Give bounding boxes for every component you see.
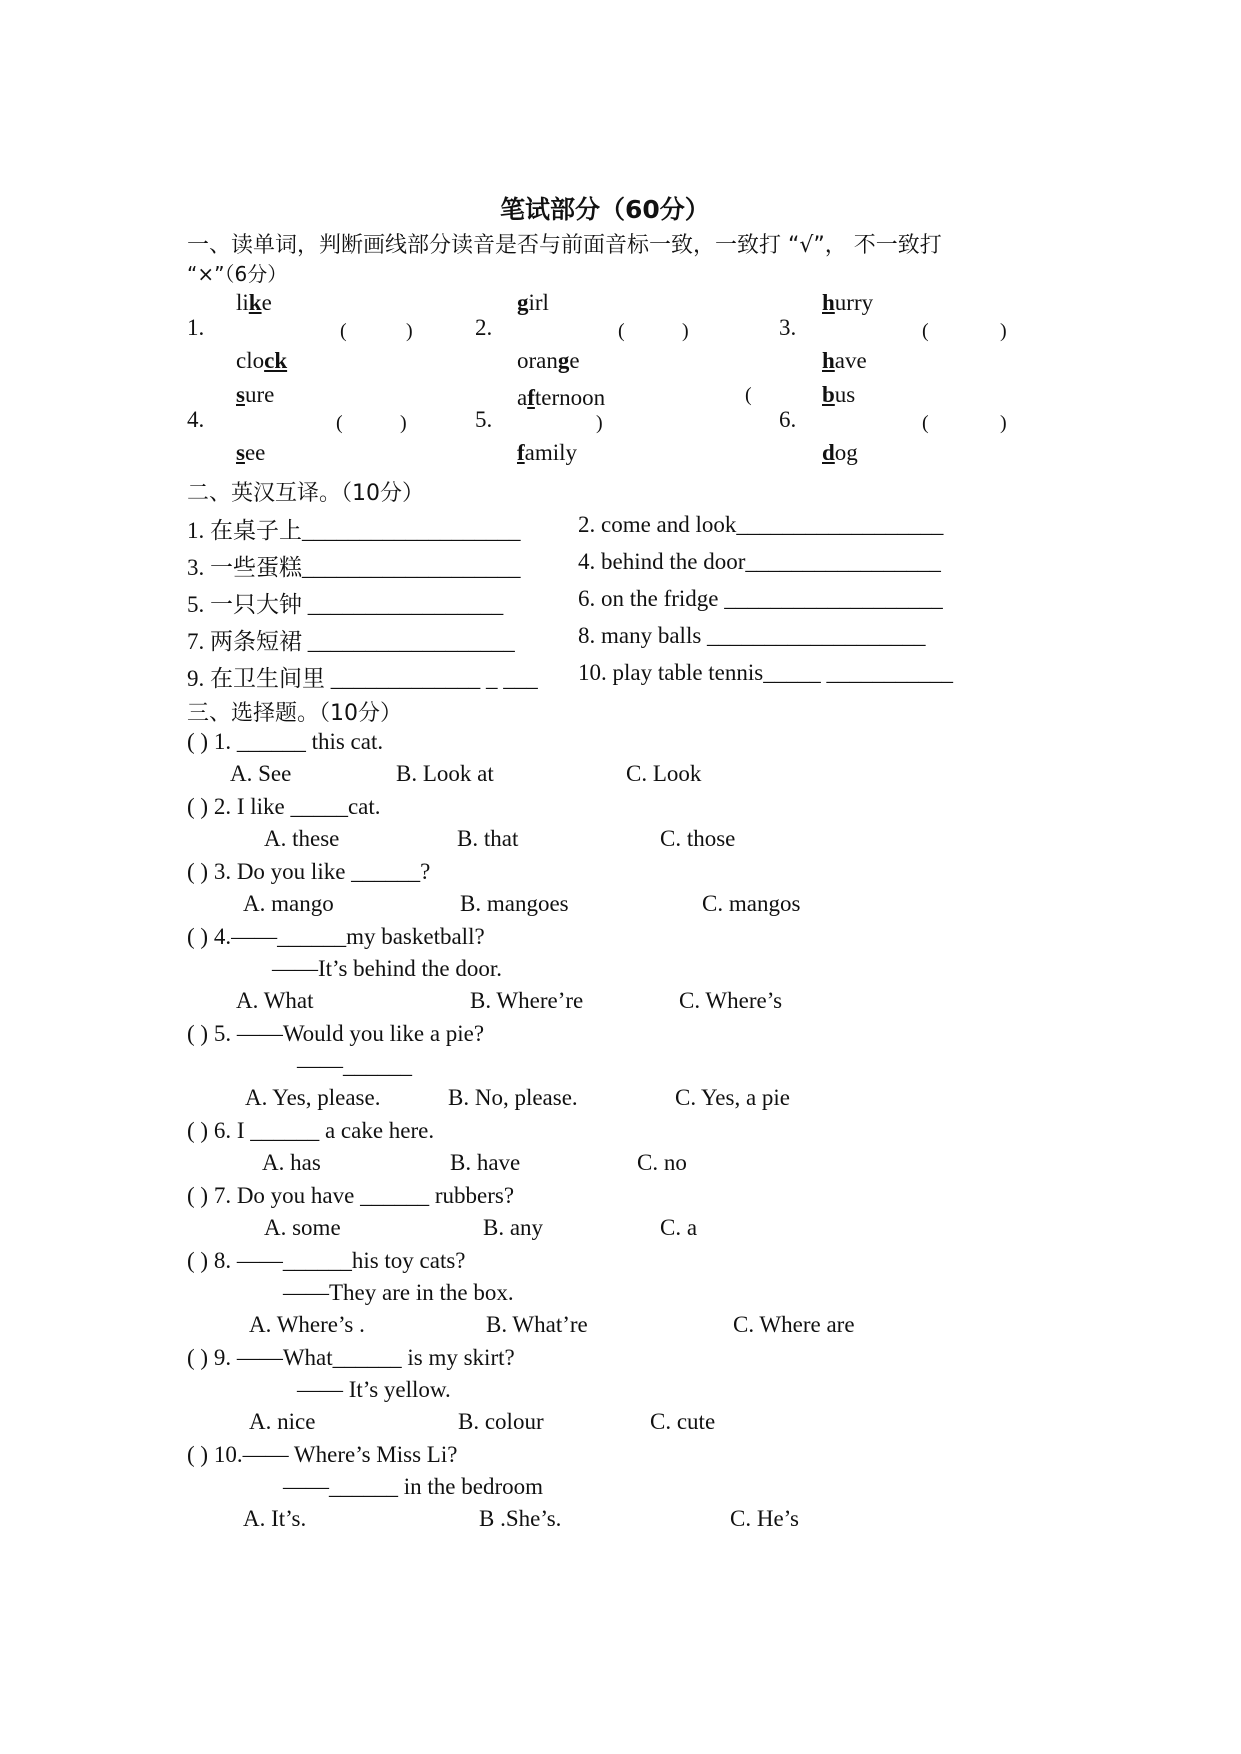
question-9[interactable]: ( ) 9. ——What______ is my skirt?	[187, 1345, 515, 1370]
option-a[interactable]: A. Yes, please.	[245, 1085, 381, 1110]
answer-paren-open[interactable]: (	[618, 320, 625, 342]
section1-heading-cont: “×”（6分）	[187, 262, 288, 286]
option-a[interactable]: A. mango	[243, 891, 334, 916]
section3-heading: 三、选择题。（10分）	[187, 701, 402, 726]
question-5-response: ——______	[297, 1053, 412, 1078]
answer-paren-close: )	[682, 320, 689, 342]
option-c[interactable]: C. mangos	[702, 891, 801, 916]
word-5b: family	[517, 440, 578, 465]
answer-paren-open[interactable]: (	[922, 412, 929, 434]
word-4a: sure	[236, 382, 275, 407]
question-10[interactable]: ( ) 10.—— Where’s Miss Li?	[187, 1442, 458, 1467]
option-c[interactable]: C. Where are	[733, 1312, 855, 1337]
translation-item[interactable]: 5. 一只大钟 _________________	[187, 592, 504, 617]
answer-paren-close: )	[400, 412, 407, 434]
translation-item[interactable]: 4. behind the door_________________	[578, 549, 941, 574]
option-c[interactable]: C. no	[637, 1150, 687, 1175]
word-1a: like	[236, 290, 272, 315]
question-6[interactable]: ( ) 6. I ______ a cake here.	[187, 1118, 435, 1143]
option-a[interactable]: A. It’s.	[243, 1506, 307, 1531]
answer-paren-open[interactable]: (	[340, 320, 347, 342]
word-3a: hurry	[822, 290, 874, 315]
word-1b: clock	[236, 348, 288, 373]
option-c[interactable]: C. Where’s	[679, 988, 783, 1013]
word-2b: orange	[517, 348, 580, 373]
item-number: 2.	[475, 315, 493, 340]
answer-paren-open[interactable]: (	[922, 320, 929, 342]
option-c[interactable]: C. cute	[650, 1409, 716, 1434]
question-1[interactable]: ( ) 1. ______ this cat.	[187, 729, 384, 754]
question-3[interactable]: ( ) 3. Do you like ______?	[187, 859, 431, 884]
question-2[interactable]: ( ) 2. I like _____cat.	[187, 794, 381, 819]
option-b[interactable]: B. What’re	[486, 1312, 588, 1337]
translation-item[interactable]: 6. on the fridge ___________________	[578, 586, 943, 611]
option-a[interactable]: A. Where’s .	[249, 1312, 365, 1337]
item-number: 6.	[779, 407, 797, 432]
option-b[interactable]: B. Look at	[396, 761, 494, 786]
option-a[interactable]: A. these	[264, 826, 340, 851]
translation-item[interactable]: 3. 一些蛋糕___________________	[187, 555, 521, 580]
translation-item[interactable]: 7. 两条短裙 __________________	[187, 629, 515, 654]
page-title: 笔试部分（60分）	[500, 195, 710, 224]
option-a[interactable]: A. See	[230, 761, 292, 786]
question-8[interactable]: ( ) 8. ——______his toy cats?	[187, 1248, 466, 1273]
translation-item[interactable]: 9. 在卫生间里 _____________ _ ___	[187, 666, 538, 691]
word-6a: bus	[822, 382, 856, 407]
option-b[interactable]: B .She’s.	[479, 1506, 562, 1531]
answer-paren-open[interactable]: (	[336, 412, 343, 434]
translation-item[interactable]: 8. many balls ___________________	[578, 623, 926, 648]
word-6b: dog	[822, 440, 858, 465]
option-a[interactable]: A. has	[262, 1150, 321, 1175]
translation-item[interactable]: 10. play table tennis_____ ___________	[578, 660, 953, 685]
option-b[interactable]: B. No, please.	[448, 1085, 578, 1110]
question-8-response: ——They are in the box.	[283, 1280, 514, 1305]
option-c[interactable]: C. Look	[626, 761, 702, 786]
option-c[interactable]: C. Yes, a pie	[675, 1085, 791, 1110]
answer-paren-close: )	[596, 412, 603, 434]
item-number: 1.	[187, 315, 205, 340]
option-b[interactable]: B. colour	[458, 1409, 544, 1434]
item-number: 3.	[779, 315, 797, 340]
question-4[interactable]: ( ) 4.——______my basketball?	[187, 924, 485, 949]
translation-item[interactable]: 2. come and look__________________	[578, 512, 944, 537]
option-b[interactable]: B. any	[483, 1215, 544, 1240]
section1-heading: 一、读单词，判断画线部分读音是否与前面音标一致，一致打 “√”， 不一致打	[187, 233, 942, 258]
word-5a: afternoon	[517, 385, 606, 410]
question-5[interactable]: ( ) 5. ——Would you like a pie?	[187, 1021, 485, 1046]
option-c[interactable]: C. a	[660, 1215, 698, 1240]
option-c[interactable]: C. those	[660, 826, 736, 851]
question-7[interactable]: ( ) 7. Do you have ______ rubbers?	[187, 1183, 515, 1208]
option-a[interactable]: A. some	[264, 1215, 341, 1240]
answer-paren-close: )	[1000, 412, 1007, 434]
section2-heading: 二、英汉互译。（10分）	[187, 481, 424, 506]
answer-paren-close: )	[1000, 320, 1007, 342]
word-2a: girl	[517, 290, 549, 315]
translation-item[interactable]: 1. 在桌子上___________________	[187, 518, 521, 543]
option-b[interactable]: B. Where’re	[470, 988, 584, 1013]
item-number: 4.	[187, 407, 205, 432]
word-4b: see	[236, 440, 266, 465]
question-4-response: ——It’s behind the door.	[272, 956, 502, 981]
option-a[interactable]: A. nice	[249, 1409, 316, 1434]
word-3b: have	[822, 348, 867, 373]
option-b[interactable]: B. have	[450, 1150, 521, 1175]
option-a[interactable]: A. What	[236, 988, 314, 1013]
option-b[interactable]: B. mangoes	[460, 891, 569, 916]
question-9-response: —— It’s yellow.	[297, 1377, 451, 1402]
item-number: 5.	[475, 407, 493, 432]
answer-paren-open[interactable]: (	[745, 384, 752, 406]
question-10-response: ——______ in the bedroom	[283, 1474, 543, 1499]
option-b[interactable]: B. that	[457, 826, 519, 851]
answer-paren-close: )	[406, 320, 413, 342]
option-c[interactable]: C. He’s	[730, 1506, 799, 1531]
